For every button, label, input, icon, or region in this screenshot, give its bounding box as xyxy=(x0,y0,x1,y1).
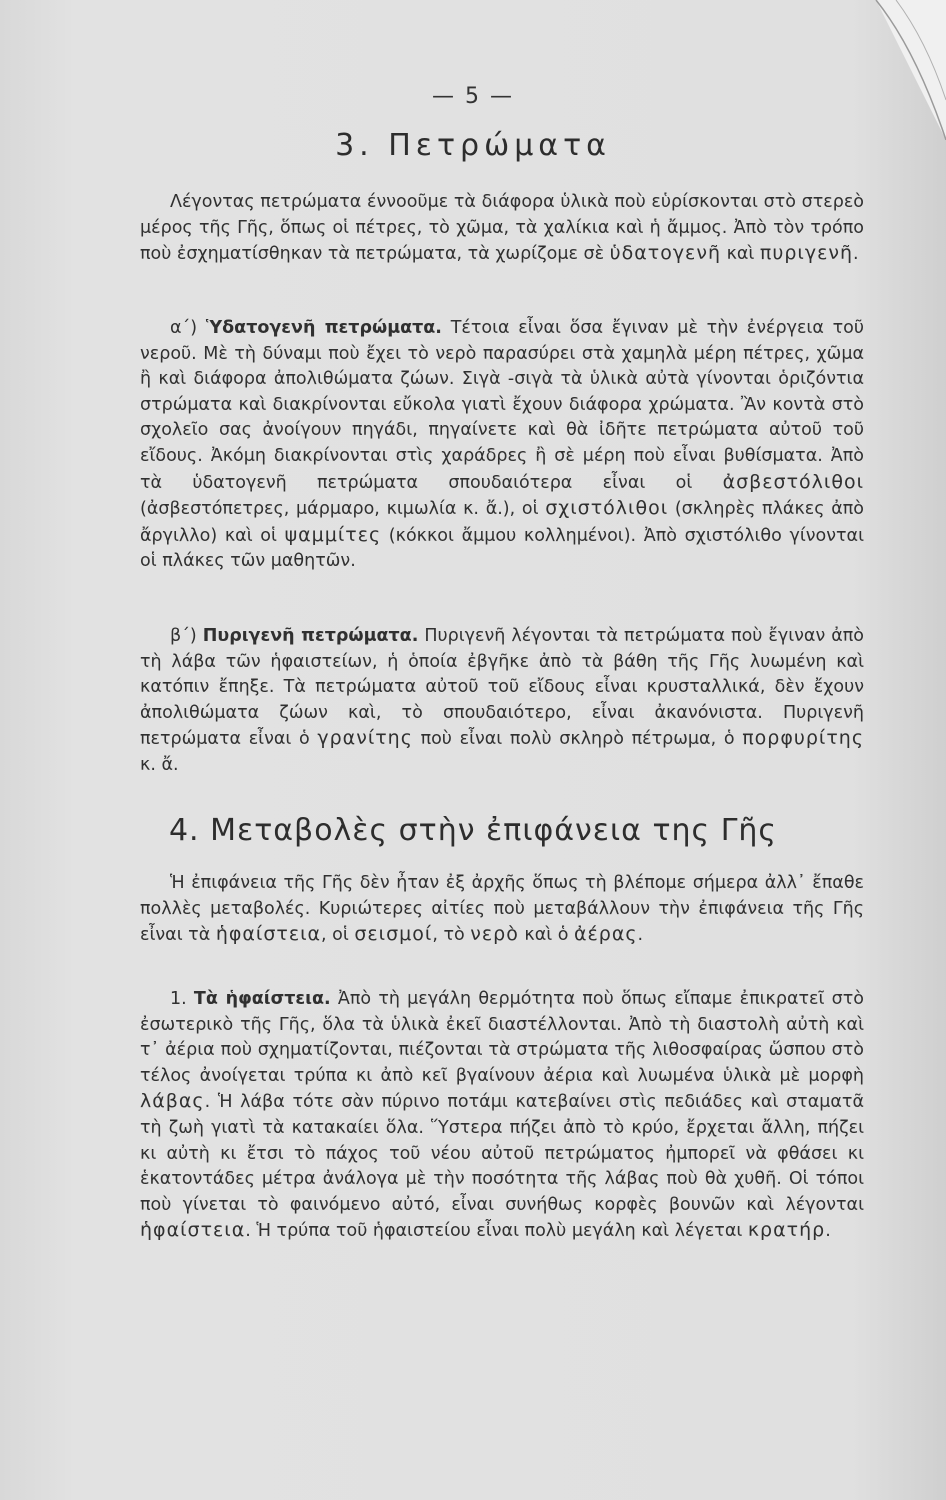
volcanoes-text-2: . Ἡ λάβα τότε σὰν πύρινο ποτάμι κατεβαίνει στὶς πεδιάδες καὶ σταματᾶ τὴ ζωὴ γιατὶ τὰ κατακαίει ὅλα. Ὕστερα πήζει ἀπὸ τὸ κρύο, ἔρχεται ἄλλη, πήζει κι αὐτὴ κι ἔτσι τὸ πάχος τοῦ νέου αὐτοῦ πετρώματος ἠμπορεῖ νὰ φθάσει κι ἑκατοντάδες μέτρα ἀνάλογα μὲ τὴν ποσότητα τῆς λάβας ποὺ θὰ χυθῆ. Οἱ τόποι ποὺ γίνεται τὸ φαινόμενο αὐτό, εἶναι συνήθως κορφὲς βουνῶν καὶ λέγονται xyxy=(140,1092,864,1215)
igneous-text-3: κ. ἄ. xyxy=(140,754,179,775)
igneous-text-2: ποὺ εἶναι πολὺ σκληρὸ πέτρωμα, ὁ xyxy=(412,729,743,750)
term-shale: σχιστόλιθοι xyxy=(545,497,669,520)
section-4-title: 4. Μεταβολὲς στὴν ἐπιφάνεια της Γῆς xyxy=(168,813,778,848)
sedimentary-text-4: (κόκκοι ἄμμου κολλημένοι). Ἀπὸ σχιστόλιθο γίνονται οἱ πλάκες τῶν μαθητῶν. xyxy=(140,525,864,572)
intro-and: καὶ xyxy=(721,244,760,265)
term-lava: λάβας xyxy=(140,1090,205,1113)
volcanoes-text-3: . Ἡ τρύπα τοῦ ἡφαιστείου εἶναι πολὺ μεγάλη καὶ λέγεται xyxy=(245,1221,748,1242)
sedimentary-text-2: (ἀσβεστόπετρες, μάρμαρο, κιμωλία κ. ἄ.), οἱ xyxy=(140,499,546,520)
s4-intro-end: . xyxy=(637,925,644,946)
term-air: ἀέρας xyxy=(574,923,638,946)
intro-end: . xyxy=(853,244,859,265)
sedimentary-text-3: (σκληρὲς πλάκες ἀπὸ ἄργιλλο) καὶ οἱ xyxy=(140,499,864,546)
s4-intro-text: Ἡ ἐπιφάνεια τῆς Γῆς δὲν ἦταν ἐξ ἀρχῆς ὅπως τὴ βλέπομε σήμερα ἀλλ᾽ ἔπαθε πολλὲς μεταβολές. Κυριώτερες αἰτίες ποὺ μεταβάλλουν τὴν ἐπιφάνεια τῆς Γῆς εἶναι τὰ xyxy=(140,873,864,946)
term-pyrigeni: πυριγενῆ xyxy=(759,242,853,265)
section-4-intro xyxy=(140,871,864,949)
term-volcanoes: ἡφαίστεια xyxy=(215,923,322,946)
term-porphyry: πορφυρίτης xyxy=(742,727,864,750)
section-3-intro xyxy=(140,190,864,268)
sedimentary-rocks-paragraph xyxy=(140,316,864,575)
section-3-title: 3. Πετρώματα xyxy=(335,128,611,163)
volcanoes-text-1: Ἀπὸ τὴ μεγάλη θερμότητα ποὺ ὅπως εἴπαμε ἐπικρατεῖ στὸ ἐσωτερικὸ τῆς Γῆς, ὅλα τὰ ὑλικὰ ἐκεῖ διαστέλλονται. Ἀπὸ τὴ διαστολὴ αὐτὴ καὶ τ᾽ ἀέρια ποὺ σχηματίζονται, πιέζονται τὰ στρώματα τῆς λιθοσφαίρας ὥσπου στὸ τέλος ἀνοίγεται τρύπα κι ἀπὸ κεῖ βγαίνουν ἀέρια καὶ λυωμένα ὑλικὰ μὲ μορφὴ xyxy=(140,989,864,1086)
term-water: νερὸ xyxy=(470,923,519,946)
term-earthquakes: σεισμοί xyxy=(354,923,433,946)
term-granite: γρανίτης xyxy=(317,727,413,750)
term-sandstone: ψαμμίτες xyxy=(284,523,382,546)
term-crater: κρατήρ xyxy=(747,1219,826,1242)
igneous-text-1: Πυριγενῆ λέγονται τὰ πετρώματα ποὺ ἔγιναν ἀπὸ τὴ λάβα τῶν ἡφαιστείων, ἡ ὁποία ἐβγῆκε ἀπὸ τὰ βάθη τῆς Γῆς λυωμένη καὶ κατόπιν ἔπηξε. Τὰ πετρώματα αὐτοῦ τοῦ εἴδους εἶναι κρυσταλλικά, δὲν ἔχουν ἀπολιθώματα ζώων καὶ, τὸ σπουδαιότερο, εἶναι ἀκανόνιστα. Πυριγενῆ πετρώματα εἶναι ὁ xyxy=(140,626,865,750)
label-a: α΄) xyxy=(170,318,206,338)
s4-sep-3: καὶ ὁ xyxy=(518,925,574,946)
page-number: — 5 — xyxy=(432,84,514,109)
intro-text: Λέγοντας πετρώματα έννοοῦμε τὰ διάφορα ὑλικὰ ποὺ εὑρίσκονται στὸ στερεὸ μέρος τῆς Γῆς, ὅπως οἱ πέτρες, τὸ χῶμα, τὰ χαλίκια καὶ ἡ ἄμμος. Ἀπὸ τὸν τρόπο ποὺ ἐσχηματίσθηκαν τὰ πετρώματα, τὰ χωρίζομε σὲ xyxy=(140,192,864,265)
volcanoes-paragraph xyxy=(140,987,864,1245)
volcanoes-end: . xyxy=(825,1221,831,1242)
sedimentary-heading: Ὑδατογενῆ πετρώματα. xyxy=(205,318,442,338)
igneous-rocks-paragraph xyxy=(140,624,864,779)
sedimentary-text-1: Τέτοια εἶναι ὅσα ἔγιναν μὲ τὴν ἐνέργεια τοῦ νεροῦ. Μὲ τὴ δύναμι ποὺ ἔχει τὸ νερὸ παρασύρει στὰ χαμηλὰ μέρη πέτρες, χῶμα ἢ καὶ διάφορα ἀπολιθώματα ζώων. Σιγὰ -σιγὰ τὰ ὑλικὰ αὐτὰ γίνονται ὁριζόντια στρώματα καὶ διακρίνονται εὔκολα γιατὶ ἔχουν διάφορα χρώματα. Ἂν κοντὰ στὸ σχολεῖο σας ἀνοίγουν πηγάδι, πηγαίνετε καὶ θὰ ἰδῆτε πετρώματα αὐτοῦ τοῦ εἴδους. Ἀκόμη διακρίνονται στὶς χαράδρες ἢ σὲ μέρη ποὺ εἶναι βυθίσματα. Ἀπὸ τὰ ὑδατογενῆ πετρώματα σπουδαιότερα εἶναι οἱ xyxy=(140,318,864,493)
s4-sep-1: , οἱ xyxy=(321,925,355,946)
igneous-heading: Πυριγενῆ πετρώματα. xyxy=(202,626,419,646)
item-1-label: 1. xyxy=(170,989,194,1009)
page-corner-fold xyxy=(856,0,946,140)
term-hydatogeni: ὑδατογενῆ xyxy=(609,242,721,265)
term-limestone: ἀσβεστόλιθοι xyxy=(722,470,864,493)
term-volcanoes-2: ἡφαίστεια xyxy=(140,1219,246,1242)
label-b: β΄) xyxy=(170,626,203,646)
volcanoes-heading: Τὰ ἡφαίστεια. xyxy=(193,989,331,1009)
s4-sep-2: , τὸ xyxy=(432,925,471,946)
